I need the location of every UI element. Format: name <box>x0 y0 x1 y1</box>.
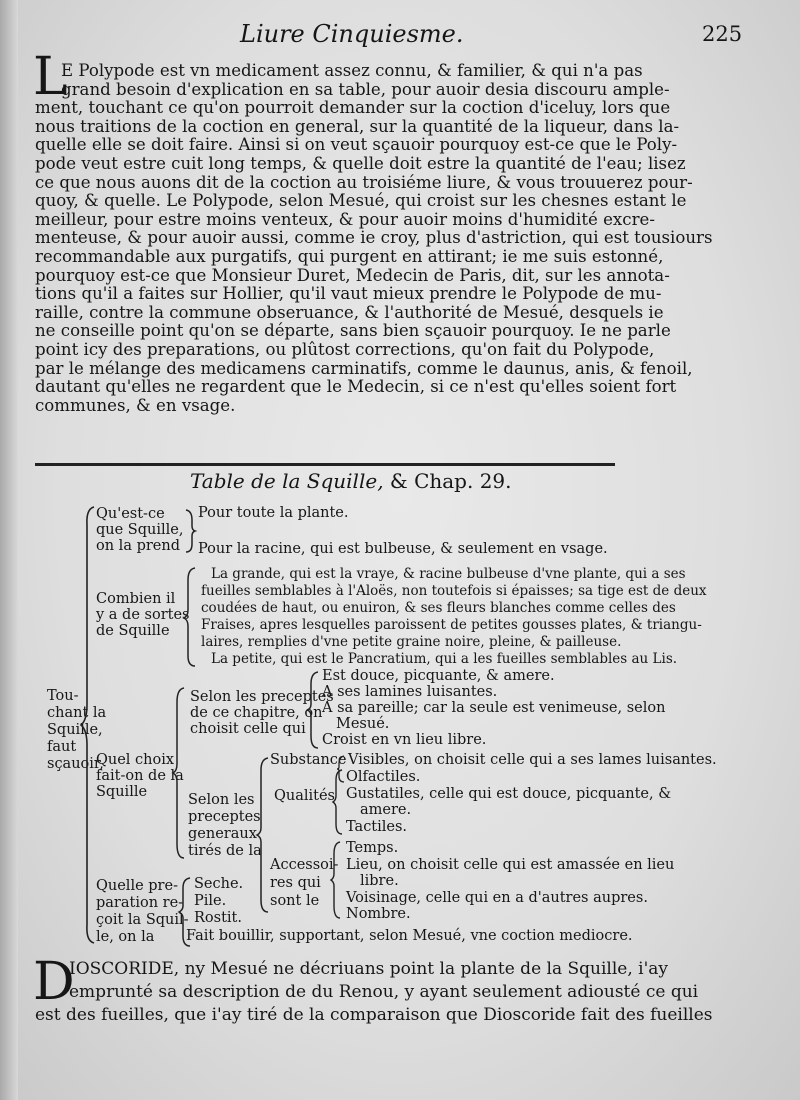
qualites-answer-line: amere. <box>360 802 412 818</box>
drop-cap-d: D <box>33 952 75 1012</box>
text-line: raille, contre la commune obseruance, & l'authorité de Mesué, desquels ie <box>35 302 664 322</box>
root-line: faut <box>47 739 77 755</box>
text-line: grand besoin d'explication en sa table, pour auoir desia discouru ample- <box>61 79 670 99</box>
q3a-answer-line: Est douce, picquante, & amere. <box>322 668 555 684</box>
q4-answers <box>194 876 243 927</box>
q3a-answer-line: A sa pareille; car la seule est venimeuse, selon <box>322 700 666 716</box>
q2-answer-line: laires, remplies d'vne petite graine noire, pleine, & pailleuse. <box>201 634 622 650</box>
q4-answer-line: Seche. <box>194 876 244 892</box>
q3a-line: Selon les preceptes <box>190 689 334 705</box>
text-line: ne conseille point qu'on se départe, sans bien sçauoir pourquoy. Ie ne parle <box>35 321 671 341</box>
q3b-label <box>188 792 262 860</box>
q1-brace <box>184 508 196 554</box>
q3-label <box>96 752 184 800</box>
q3a-answer-line: A ses lamines luisantes. <box>322 684 498 700</box>
qualites-answer-line: Gustatiles, celle qui est douce, picquante, & <box>346 785 672 802</box>
paragraph-dioscoride <box>33 952 713 1027</box>
table-title-italic: Table de la Squille, <box>190 469 384 493</box>
text-line: point icy des preparations, ou plûtost corrections, qu'on fait du Polypode, <box>35 339 655 359</box>
section-rule <box>35 463 615 466</box>
q2-answer-line: fueilles semblables à l'Aloës, non toutefois si épaisses; sa tige est de deux <box>201 583 707 599</box>
q3b-line: Selon les <box>188 792 255 808</box>
text-line: ment, touchant ce qu'on pourroit demander sur la coction d'iceluy, lors que <box>35 98 671 118</box>
q3a-answer-line: Mesué. <box>336 716 390 732</box>
root-line: Tou- <box>47 688 79 704</box>
q1-answer-root: Pour la racine, qui est bulbeuse, & seulement en vsage. <box>198 541 608 557</box>
q1-line: on la prend <box>96 538 180 554</box>
accessoires-line: res qui <box>270 875 321 891</box>
accessoires-brace <box>330 840 342 920</box>
q3b-line: tirés de la <box>188 843 262 859</box>
q1-line: Qu'est-ce <box>96 506 165 522</box>
q1-line: que Squille, <box>96 522 184 538</box>
text-line: nous traitions de la coction en general, sur la quantité de la liqueur, dans la- <box>35 116 680 136</box>
q2-brace <box>183 566 197 668</box>
accessoires-line: Accessoi- <box>270 857 339 873</box>
drop-cap-l: L <box>33 47 68 107</box>
q1-answer-whole-plant: Pour toute la plante. <box>198 505 349 521</box>
text-line: pourquoy est-ce que Monsieur Duret, Medecin de Paris, dit, sur les annota- <box>35 265 670 285</box>
q2-answers <box>201 566 707 668</box>
q3b-line: preceptes <box>188 809 261 825</box>
root-brace <box>80 505 96 945</box>
q4-line: le, on la <box>96 929 155 945</box>
q2-answer-line: La grande, qui est la vraye, & racine bulbeuse d'vne plante, qui a ses <box>211 566 686 582</box>
q4-line: paration re- <box>96 895 184 911</box>
running-head: Liure Cinquiesme. <box>240 20 464 48</box>
accessoires-answer-line: Voisinage, celle qui en a d'autres aupres. <box>346 889 648 906</box>
accessoires-label <box>270 856 338 910</box>
q4-line: Quelle pre- <box>96 878 178 894</box>
text-line: pode veut estre cuit long temps, & quelle doit estre la quantité de l'eau; lisez <box>35 153 686 173</box>
qualites-answers <box>346 769 671 835</box>
substance-label: Substance <box>270 752 347 768</box>
q4-answer-line: Pile. <box>194 893 227 909</box>
text-line: menteuse, & pour auoir aussi, comme ie croy, plus d'astriction, qui est tousiours <box>35 228 713 248</box>
q3a-brace <box>306 670 320 750</box>
q3a-answers <box>322 668 665 748</box>
table-title-chapter: & Chap. 29. <box>383 469 512 493</box>
q3-brace <box>172 686 186 860</box>
text-line: quelle elle se doit faire. Ainsi si on veut sçauoir pourquoy est-ce que le Poly- <box>35 135 678 155</box>
text-line: est des fueilles, que i'ay tiré de la comparaison que Dioscoride fait des fueilles <box>35 1005 713 1025</box>
text-line: E Polypode est vn medicament assez connu, & familier, & qui n'a pas <box>61 61 643 80</box>
q2-line: y a de sortes <box>96 607 190 623</box>
root-line: Squille, <box>47 722 103 738</box>
text-line: communes, & en vsage. <box>35 395 236 415</box>
text-line: ce que nous auons dit de la coction au troisiéme liure, & vous trouuerez pour- <box>35 172 693 192</box>
q2-answer-line: Fraises, apres lesquelles paroissent de petites gousses plates, & triangu- <box>201 617 702 633</box>
q2-label <box>96 591 189 639</box>
q3a-line: de ce chapitre, on <box>190 705 323 721</box>
q4-answer-boil: Fait bouillir, supportant, selon Mesué, vne coction mediocre. <box>186 928 633 944</box>
accessoires-answer-line: Nombre. <box>346 906 411 922</box>
q4-line: çoit la Squil- <box>96 912 189 928</box>
q3a-line: choisit celle qui <box>190 721 306 737</box>
text-line: meilleur, pour estre moins venteux, & pour auoir moins d'humidité excre- <box>35 209 655 229</box>
q3-line: fait-on de la <box>96 768 184 784</box>
text-line: recommandable aux purgatifs, qui purgent en attirant; ie me suis estonné, <box>35 246 664 266</box>
q2-answer-line: coudées de haut, ou enuiron, & ses fleurs blanches comme celles des <box>201 600 676 616</box>
q4-label <box>96 878 189 946</box>
accessoires-answer-line: libre. <box>360 873 399 889</box>
root-line: chant la <box>47 705 107 721</box>
text-line: emprunté sa description de du Renou, y ayant seulement adiousté ce qui <box>69 982 699 1002</box>
accessoires-answer-line: Lieu, on choisit celle qui est amassée en lieu <box>346 856 675 873</box>
qualites-answer-line: Olfactiles. <box>346 769 421 785</box>
q1-label <box>96 506 183 554</box>
qualites-brace <box>332 768 344 836</box>
q3a-answer-line: Croist en vn lieu libre. <box>322 732 487 748</box>
q3-line: Quel choix <box>96 752 175 768</box>
text-line: IOSCORIDE, ny Mesué ne décriuans point la plante de la Squille, i'ay <box>69 959 669 979</box>
substance-answer: Visibles, on choisit celle qui a ses lames luisantes. <box>348 752 717 768</box>
page-gutter-shadow <box>0 0 18 1100</box>
accessoires-answer-line: Temps. <box>346 840 399 856</box>
qualites-answer-line: Tactiles. <box>346 818 408 835</box>
q2-line: Combien il <box>96 591 176 607</box>
table-title <box>190 469 512 493</box>
page-number: 225 <box>702 22 743 46</box>
q2-answer-line: La petite, qui est le Pancratium, qui a les fueilles semblables au Lis. <box>211 651 678 667</box>
qualites-label: Qualités <box>274 788 335 804</box>
text-line: par le mélange des medicamens carminatifs, comme le daunus, anis, & fenoil, <box>35 358 693 378</box>
q3b-brace <box>256 756 270 914</box>
q3-line: Squille <box>96 784 148 800</box>
text-line: dautant qu'elles ne regardent que le Medecin, si ce n'est qu'elles soient fort <box>35 377 677 397</box>
text-line: quoy, & quelle. Le Polypode, selon Mesué, qui croist sur les chesnes estant le <box>35 191 687 211</box>
q3b-line: generaux <box>188 826 257 842</box>
text-line: tions qu'il a faites sur Hollier, qu'il vaut mieux prendre le Polypode de mu- <box>35 284 662 304</box>
q2-line: de Squille <box>96 623 170 639</box>
root-line: sçauoir, <box>47 756 104 772</box>
q4-answer-line: Rostit. <box>194 910 242 926</box>
accessoires-answers <box>346 840 674 923</box>
paragraph-polypode <box>35 61 713 415</box>
accessoires-line: sont le <box>270 893 320 909</box>
